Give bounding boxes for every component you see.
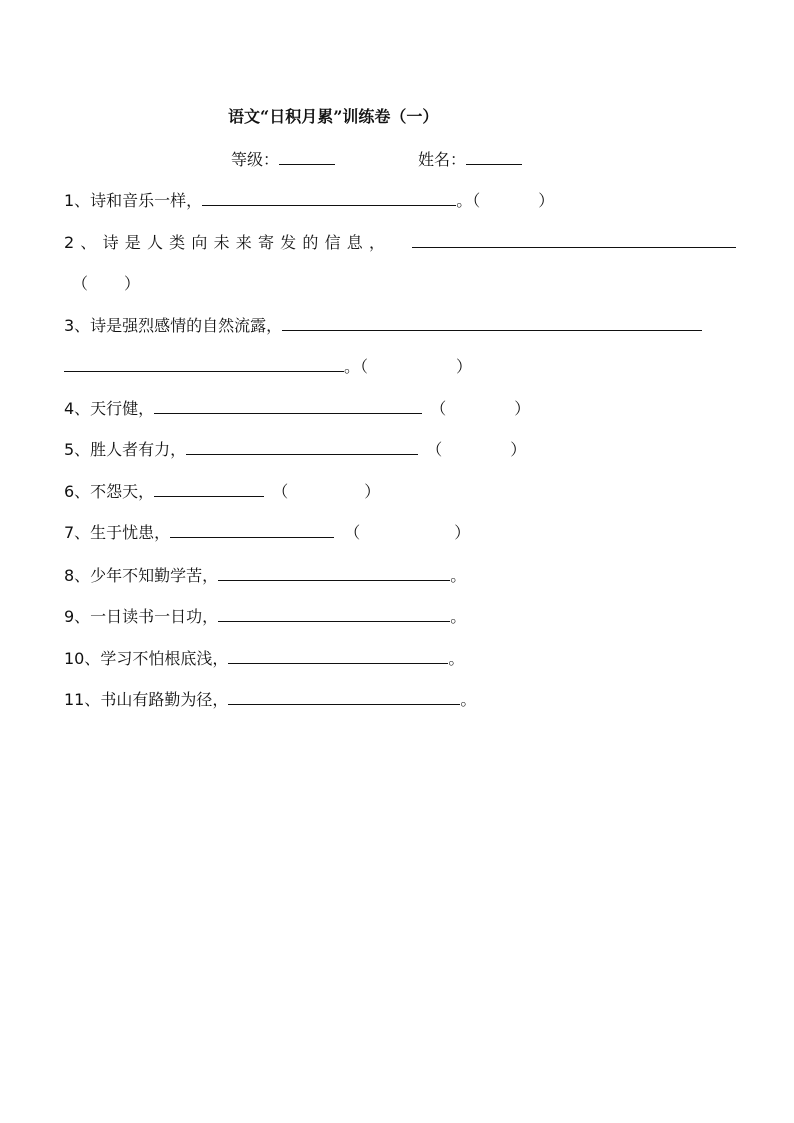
question-11 <box>64 690 476 710</box>
question-7 <box>64 523 470 543</box>
question-8 <box>64 566 466 586</box>
question-9-text: 9、一日读书一日功， <box>64 607 219 626</box>
question-1-answer-blank <box>202 191 456 206</box>
question-1-text: 1、诗和音乐一样， <box>64 191 203 210</box>
question-1-close-paren: ） <box>538 191 555 210</box>
question-1 <box>64 191 554 211</box>
question-4-text: 4、天行健， <box>64 399 155 418</box>
grade-field <box>231 147 335 170</box>
name-field <box>418 147 522 170</box>
question-7-text: 7、生于忧患， <box>64 523 171 542</box>
question-8-answer-blank <box>218 566 450 581</box>
name-label: 姓名： <box>418 150 467 169</box>
question-11-suffix: 。 <box>460 690 477 709</box>
question-10-text: 10、学习不怕根底浅， <box>64 649 229 668</box>
question-3-text: 3、诗是强烈感情的自然流露， <box>64 316 283 335</box>
question-3-close-paren: ） <box>456 357 473 376</box>
question-2-text: 2、诗是人类向未来寄发的信息， <box>64 233 392 252</box>
question-8-suffix: 。 <box>450 566 467 585</box>
question-2-close-paren: ） <box>124 274 141 293</box>
question-2-source <box>72 274 140 294</box>
question-4-answer-blank <box>154 399 422 414</box>
question-9-answer-blank <box>218 607 450 622</box>
question-5 <box>64 440 526 460</box>
question-10-answer-blank <box>228 649 448 664</box>
question-9-suffix: 。 <box>450 607 467 626</box>
question-11-answer-blank <box>228 690 460 705</box>
question-6-close-paren: ） <box>364 482 381 501</box>
question-3-answer-blank-1 <box>282 316 702 331</box>
question-11-text: 11、书山有路勤为径， <box>64 690 229 709</box>
grade-blank <box>279 150 335 165</box>
question-8-text: 8、少年不知勤学苦， <box>64 566 219 585</box>
question-4-open-paren: （ <box>430 399 447 418</box>
question-2-answer <box>412 233 736 253</box>
question-10 <box>64 649 464 669</box>
question-6-answer-blank <box>154 482 264 497</box>
question-6-text: 6、不怨天， <box>64 482 155 501</box>
question-3-answer-blank-2 <box>64 357 344 372</box>
question-6-open-paren: （ <box>272 482 289 501</box>
question-3-suffix: 。（ <box>344 357 369 376</box>
question-2-answer-blank <box>412 233 736 248</box>
question-4-close-paren: ） <box>514 399 531 418</box>
question-7-answer-blank <box>170 523 334 538</box>
question-2-open-paren: （ <box>72 274 89 293</box>
question-1-suffix: 。（ <box>456 191 481 210</box>
question-3-line-2 <box>64 357 472 377</box>
question-6 <box>64 482 380 502</box>
question-5-open-paren: （ <box>426 440 443 459</box>
question-5-text: 5、胜人者有力， <box>64 440 187 459</box>
name-blank <box>466 150 522 165</box>
question-5-answer-blank <box>186 440 418 455</box>
question-2 <box>64 233 391 253</box>
question-3 <box>64 316 702 336</box>
question-5-close-paren: ） <box>510 440 527 459</box>
question-7-close-paren: ） <box>454 523 471 542</box>
question-7-open-paren: （ <box>344 523 361 542</box>
worksheet-title: 语文“日积月累”训练卷（一） <box>228 107 439 126</box>
question-10-suffix: 。 <box>448 649 465 668</box>
grade-label: 等级： <box>231 150 280 169</box>
question-9 <box>64 607 466 627</box>
question-4 <box>64 399 530 419</box>
